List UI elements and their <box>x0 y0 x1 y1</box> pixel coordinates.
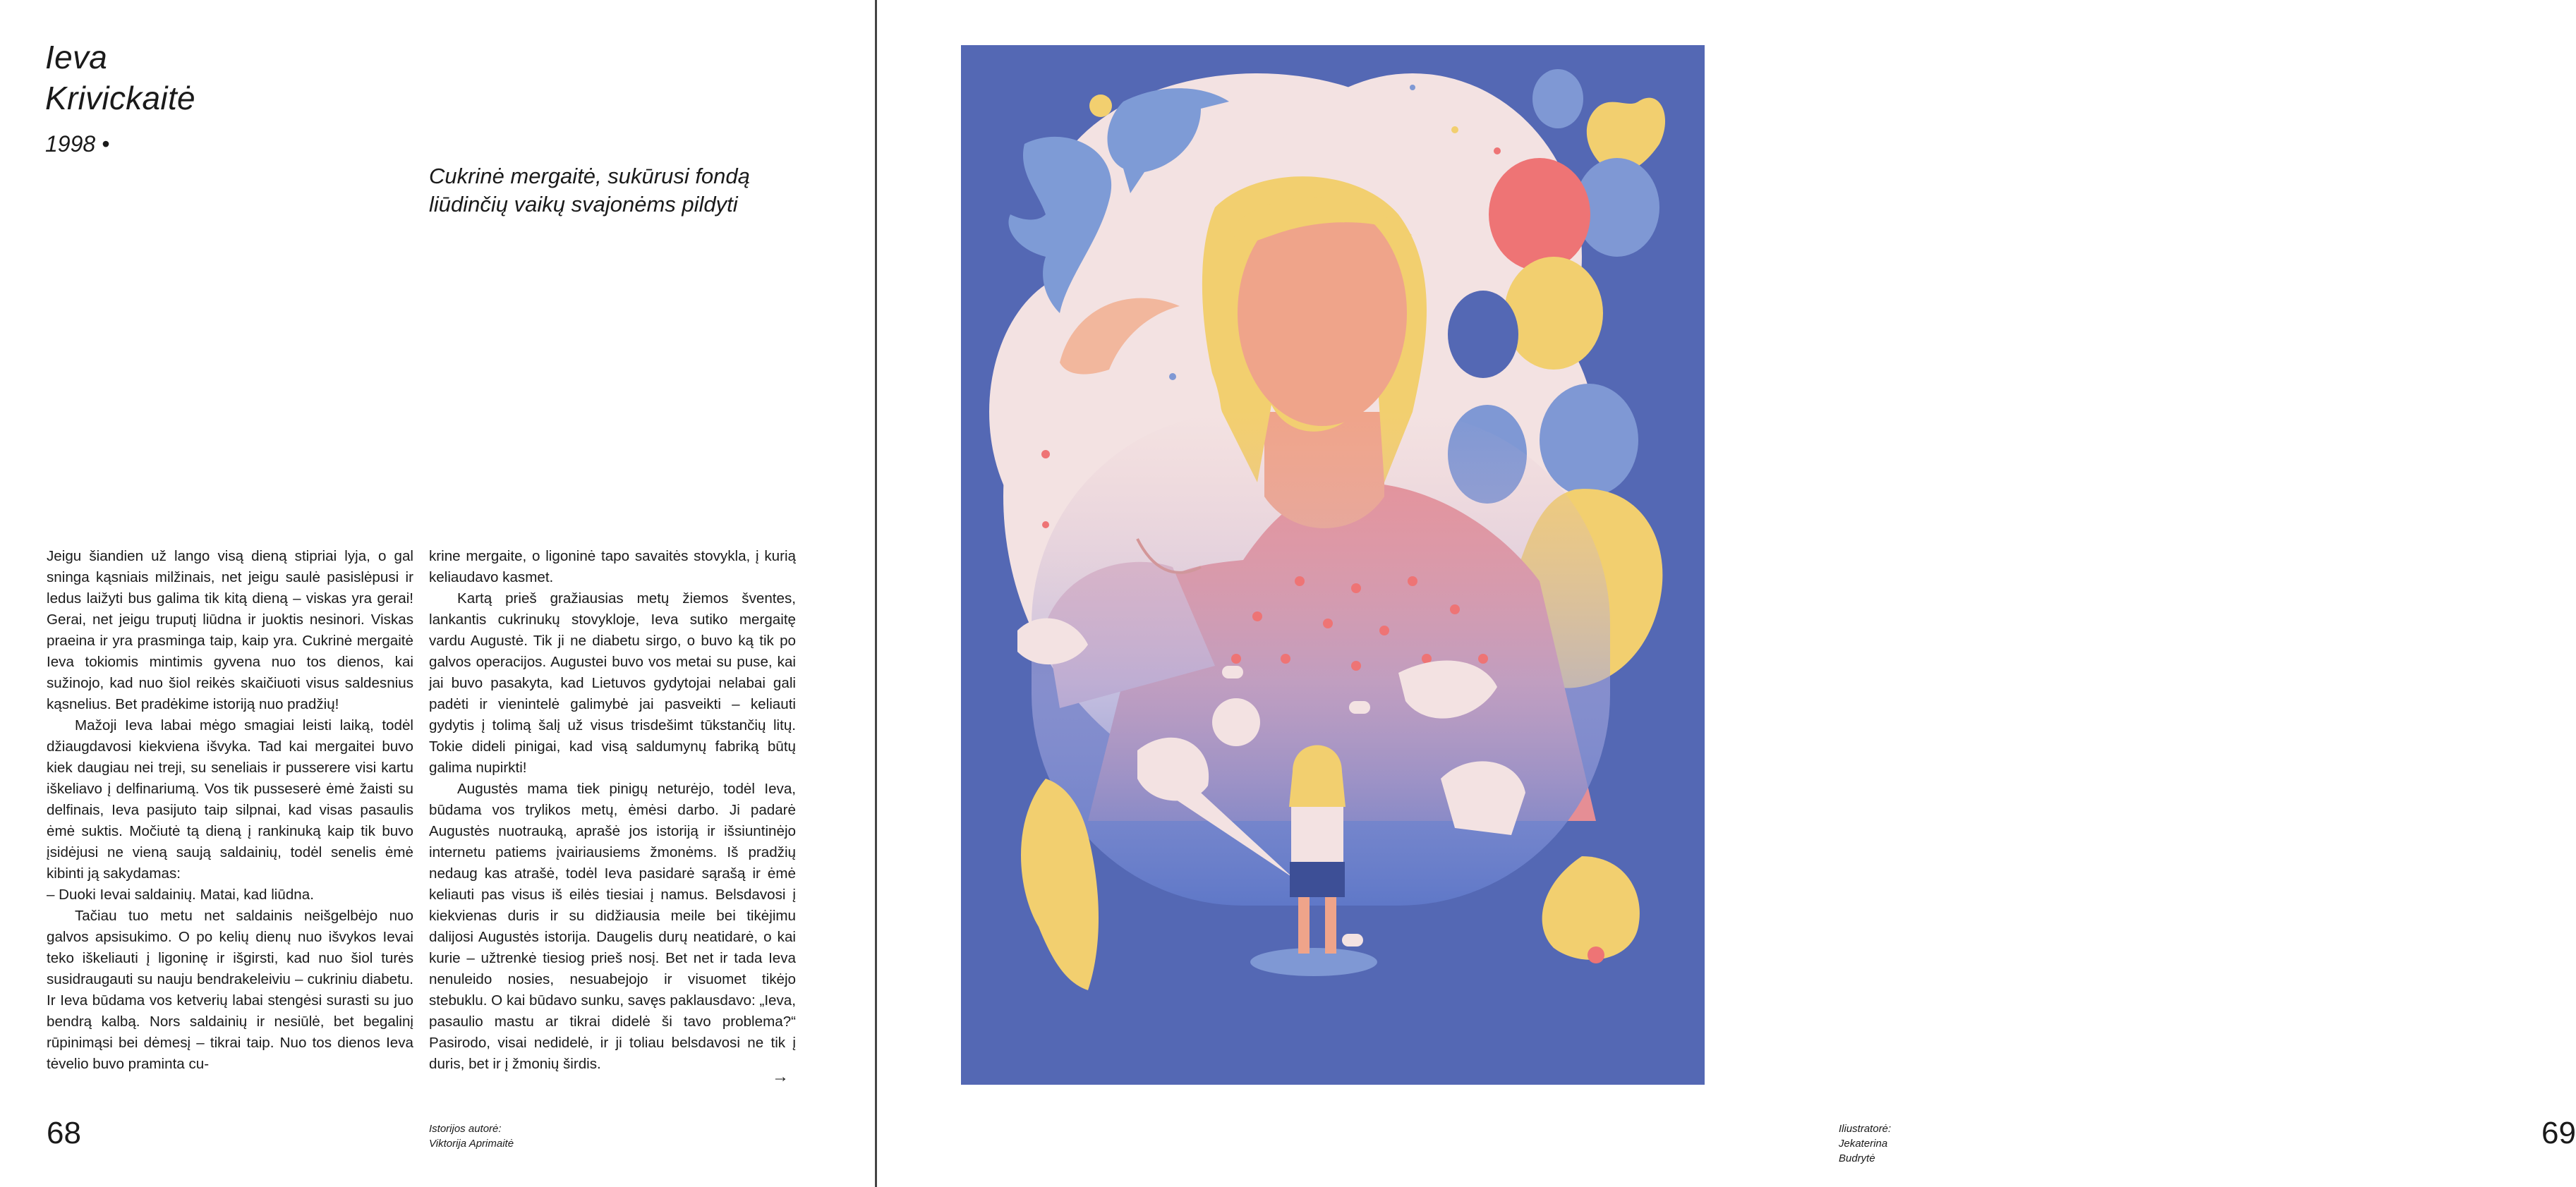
illustration-svg <box>961 45 1705 1085</box>
author-credit <box>429 1121 514 1151</box>
author-first-name: Ieva <box>45 39 108 75</box>
story-paragraph: Tačiau tuo metu net saldainis neišgelbėjo nuo galvos apsisukimo. O po kelių dienų nuo išvykos Ievai teko iškeliauti į ligoninę ir išgirsti, kad nuo šiol turės susidraugauti su nauju bendrakeleiviu – cukriniu diabetu. Ir Ieva būdama vos ketverių labai stengėsi surasti su juo bendrą kalbą. Nors saldainių ir nesiūlė, bet begalinį rūpinimąsi bei dėmesį – tikrai taip. Nuo tos dienos Ieva tėvelio buvo praminta cu- <box>47 908 413 1072</box>
pill-icon <box>1222 666 1243 678</box>
story-paragraph: Kartą prieš gražiausias metų žiemos šventes, lankantis cukrinukų stovykloje, Ieva sutiko mergaitę vardu Augustė. Tik ji ne diabetu sirgo, o buvo ką tik po galvos operacijos. Augustei buvo vos metai su puse, kai jai buvo pasakyta, kad Lietuvos gydytojai nelabai gali padėti ir vienintelė galimybė jai pasveikti – keliauti gydytis į tolimą šalį už visus trisdešimt tūkstančių litų. Tokie dideli pinigai, kad visą saldumynų fabriką būtų galima nupirkti! <box>429 590 796 776</box>
story-column-2 <box>429 546 796 1075</box>
subtitle <box>429 162 824 219</box>
balloon-icon <box>1489 158 1590 271</box>
balloon-icon <box>1532 69 1583 128</box>
lollipop-icon <box>1212 698 1260 746</box>
credit-role: Istorijos autorė: <box>429 1123 502 1135</box>
credit-name: Viktorija Aprimaitė <box>429 1138 514 1150</box>
page-gutter <box>875 0 877 1187</box>
balloon-icon <box>1504 257 1603 370</box>
balloon-icon <box>1540 384 1638 497</box>
story-paragraph: Jeigu šiandien už lango visą dieną stipriai lyja, o gal sninga kąsniais milžinais, net jeigu saulė pasislėpusi ir ledus laižyti bus galima tik kitą dieną – viskas yra gerai! Gerai, net jeigu truputį liūdna ir juoktis nesinori. Viskas praeina ir yra prasminga taip, kaip yra. Cukrinė mergaitė Ieva tokiomis mintimis gyvena nuo tos dienos, kai sužinojo, kad nuo šiol reikės skaičiuoti visus saldesnius kąsnelius. Bet pradėkime istoriją nuo pradžių! <box>47 548 413 712</box>
page-number-left: 68 <box>47 1116 81 1150</box>
illustration <box>961 45 1705 1085</box>
balloon-icon <box>1448 291 1518 378</box>
credit-name: Jekaterina Budrytė <box>1839 1138 1888 1164</box>
pill-icon <box>1342 934 1363 946</box>
story-paragraph: – Duoki Ievai saldainių. Matai, kad liūdna. <box>47 887 314 903</box>
subtitle-line: Cukrinė mergaitė, sukūrusi fondą <box>429 164 750 188</box>
continue-arrow-icon: → <box>772 1067 789 1086</box>
illustrator-credit <box>1839 1121 1891 1166</box>
story-paragraph: Augustės mama tiek pinigų neturėjo, todėl Ieva, būdama vos trylikos metų, ėmėsi darbo. Ji padarė Augustės nuotrauką, aprašė jos istoriją ir išsiuntinėjo internetu patiems įvairiausiems žmonėms. Iš pradžių nedaug kas atrašė, todėl Ieva pasidarė sąrašą ir ėmė keliauti pas visus iš eilės tiesiai į namus. Belsdavosi į kiekvienas duris ir su didžiausia meile bei tikėjimu dalijosi Augustės istorija. Daugelis durų neatidarė, o kai kurie – užtrenkė tiesiog prieš nosį. Bet net ir tada Ieva nenuleido nosies, nesuabejojo ir visuomet tikėjo stebuklu. O kai būdavo sunku, savęs paklausdavo: „Ieva, pasaulio mastu ar tikrai didelė ši tavo problema?“ Pasirodo, visai nedidelė, ir ji toliau belsdavosi ne tik į duris, bet ir į žmonių širdis. <box>429 781 796 1072</box>
subtitle-line: liūdinčių vaikų svajonėms pildyti <box>429 192 738 217</box>
author-name <box>45 37 195 118</box>
story-column-1 <box>47 546 413 1075</box>
left-page <box>0 0 875 1187</box>
ball-icon <box>1089 95 1112 117</box>
author-last-name: Krivickaitė <box>45 80 195 116</box>
pill-icon <box>1349 701 1370 714</box>
story-paragraph: Mažoji Ieva labai mėgo smagiai leisti laiką, todėl džiaugdavosi kiekviena išvyka. Tad kai mergaitei buvo kiek daugiau nei treji, su seneliais ir pusserere visi kartu iškeliavo į delfinariumą. Vos tik pusseserė ėmė žaisti su delfinais, Ieva pasijuto taip silpnai, kad visas pasaulis ėmė suktis. Močiutė tą dieną į rankinuką kaip tik buvo įsidėjusi ne vieną saują saldainių, todėl senelis ėmė kibinti ją sakydamas: <box>47 717 413 882</box>
candy-drop-icon <box>1588 946 1604 963</box>
birth-year: 1998 • <box>45 131 110 157</box>
story-paragraph: krine mergaite, o ligoninė tapo savaitės stovykla, į kurią keliaudavo kasmet. <box>429 548 796 585</box>
page-number-right: 69 <box>2541 1116 2576 1150</box>
credit-role: Iliustratorė: <box>1839 1123 1892 1135</box>
